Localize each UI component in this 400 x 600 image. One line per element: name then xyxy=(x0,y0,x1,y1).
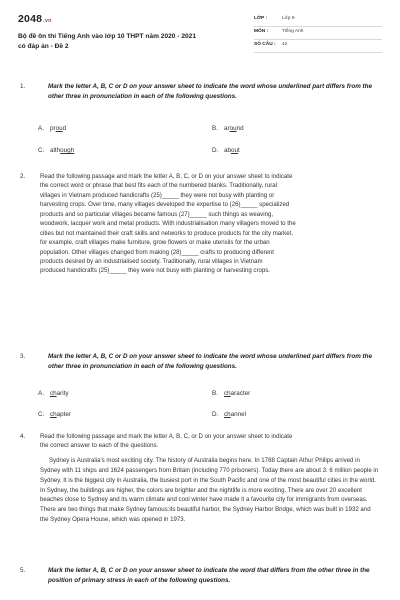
passage-line: woodwork, lacquer work and metal products. With industrialisation many villagers moved to the xyxy=(40,220,296,228)
option-underlined: ch xyxy=(50,411,57,418)
option-letter: C. xyxy=(38,411,45,418)
meta-value: 42 xyxy=(282,42,288,47)
meta-value: Tiếng Anh xyxy=(282,29,304,34)
option-letter: D. xyxy=(212,411,219,418)
option-letter: D. xyxy=(212,147,219,154)
passage-line: produced handicrafts (25)_____ they were not busy with planting or harvesting crops. xyxy=(40,267,271,275)
passage-line: for example, craft villages make furniture, grow flowers or make utensils for the urban xyxy=(40,239,270,247)
option-a[interactable] xyxy=(38,389,69,398)
question-intro xyxy=(40,432,380,451)
document-header xyxy=(18,10,382,56)
question-passage xyxy=(40,172,380,276)
option-text: ar xyxy=(224,125,230,132)
question-number: 5. xyxy=(20,567,26,574)
option-letter: C. xyxy=(38,147,45,154)
option-b[interactable] xyxy=(212,389,250,398)
option-text: apter xyxy=(56,411,72,418)
option-d[interactable] xyxy=(212,146,240,155)
option-text: d xyxy=(62,125,67,132)
option-text: aracter xyxy=(230,390,251,397)
option-c[interactable] xyxy=(38,410,71,419)
option-text: pr xyxy=(50,125,56,132)
option-d[interactable] xyxy=(212,410,246,419)
site-logo[interactable] xyxy=(18,12,52,27)
option-letter: B. xyxy=(212,390,218,397)
option-underlined: ou xyxy=(229,125,237,132)
meta-row-class xyxy=(254,14,382,27)
passage-line: the correct word or phrase that best fits each of the numbered blanks. Traditionally, rural xyxy=(40,182,277,190)
question-instruction: Mark the letter A, B, C or D on your answer sheet to indicate the word whose underlined part differs from the other three in pronunciation in each of the following questions. xyxy=(48,353,372,370)
option-text: nd xyxy=(236,125,244,132)
option-underlined: ough xyxy=(60,147,75,154)
meta-row-count xyxy=(254,40,382,53)
meta-key: SỐ CÂU : xyxy=(254,42,276,47)
passage-line: population. Other villages changed from making (28)_____ crafts to producing different xyxy=(40,248,274,256)
passage-line: products and so particular villages became famous (27)_____ such things as weaving, xyxy=(40,210,274,218)
option-text: arity xyxy=(56,390,69,397)
option-underlined: ch xyxy=(224,411,231,418)
logo-main: 2048 xyxy=(18,13,43,25)
title-line-2: có đáp án - Đề 2 xyxy=(18,42,69,50)
option-underlined: ou xyxy=(231,147,239,154)
option-a[interactable] xyxy=(38,124,66,133)
question-3 xyxy=(18,352,382,432)
meta-row-subject xyxy=(254,27,382,40)
option-text: ab xyxy=(224,147,232,154)
option-letter: A. xyxy=(38,125,44,132)
option-text: t xyxy=(238,147,240,154)
option-c[interactable] xyxy=(38,146,74,155)
question-number: 4. xyxy=(20,433,26,440)
question-5 xyxy=(18,566,382,596)
option-text: alth xyxy=(50,147,61,154)
option-letter: B. xyxy=(212,125,218,132)
question-4 xyxy=(18,432,382,552)
meta-key: MÔN : xyxy=(254,29,269,34)
passage-line: Read the following passage and mark the letter A, B, C, or D on your answer sheet to indicate xyxy=(40,173,293,180)
intro-line: the correct answer to each of the questions. xyxy=(40,442,159,450)
intro-line: Read the following passage and mark the letter A, B, C, or D on your answer sheet to indicate xyxy=(40,433,293,440)
question-1 xyxy=(18,82,382,162)
passage-line: cities but not maintained their craft skills and networks to produce products for the city market, xyxy=(40,229,294,237)
document-title xyxy=(18,32,248,52)
question-number: 1. xyxy=(20,83,26,90)
question-instruction: Mark the letter A, B, C or D on your answer sheet to indicate the word whose underlined part differs from the other three in pronunciation in each of the following questions. xyxy=(48,83,372,100)
passage-line: villages in Vietnam produced handicrafts (25)_____ they were not busy with planting or xyxy=(40,191,275,199)
question-number: 3. xyxy=(20,353,26,360)
meta-table xyxy=(254,14,382,53)
option-underlined: ch xyxy=(224,390,231,397)
option-letter: A. xyxy=(38,390,44,397)
reading-passage: Sydney is Australia's most exciting city. The history of Australia begins here. In 1788 Captain Athur Philips arrived in Sydney with 11 ships and 1624 passengers from Britain (including 770 prisoners). Today there are about 3. 6 million people in Sydney. It is the biggest city in Australia, the busiest port in the South Pacific and one of the most beautiful cities in the world. In Sydney, the buildings are higher, the colors are brighter and the nightlife is more exciting. There are over 20 excellent beaches close to Sydney and its warm climate and cool winter have made it a favourite city for immigrants from overseas. There are two things that make Sydney famous:its beautiful harbor, the Sydney Harbor Bridge, which was built in 1932 and the Sydney Opera House, which was opened in 1973. xyxy=(40,457,379,524)
meta-value: Lớp 9 xyxy=(282,16,295,21)
option-underlined: ch xyxy=(50,390,57,397)
meta-key: LỚP : xyxy=(254,16,268,21)
title-line-1: Bộ đề ôn thi Tiếng Anh vào lớp 10 THPT năm 2020 - 2021 xyxy=(18,33,196,40)
passage-line: harvesting crops. Over time, many villages developed the expertise to (26)_____ specialized xyxy=(40,201,290,209)
option-b[interactable] xyxy=(212,124,244,133)
logo-suffix: .vn xyxy=(43,18,52,24)
question-instruction: Mark the letter A, B, C or D on your answer sheet to indicate the word that differs from the other three in the position of primary stress in each of the following questions. xyxy=(48,567,370,584)
option-underlined: ou xyxy=(55,125,63,132)
question-number: 2. xyxy=(20,173,26,180)
question-2 xyxy=(18,172,382,337)
option-text: annel xyxy=(230,411,247,418)
passage-line: products desired by an industrialised society. Traditionally, rural villages in Vietnam xyxy=(40,257,263,265)
